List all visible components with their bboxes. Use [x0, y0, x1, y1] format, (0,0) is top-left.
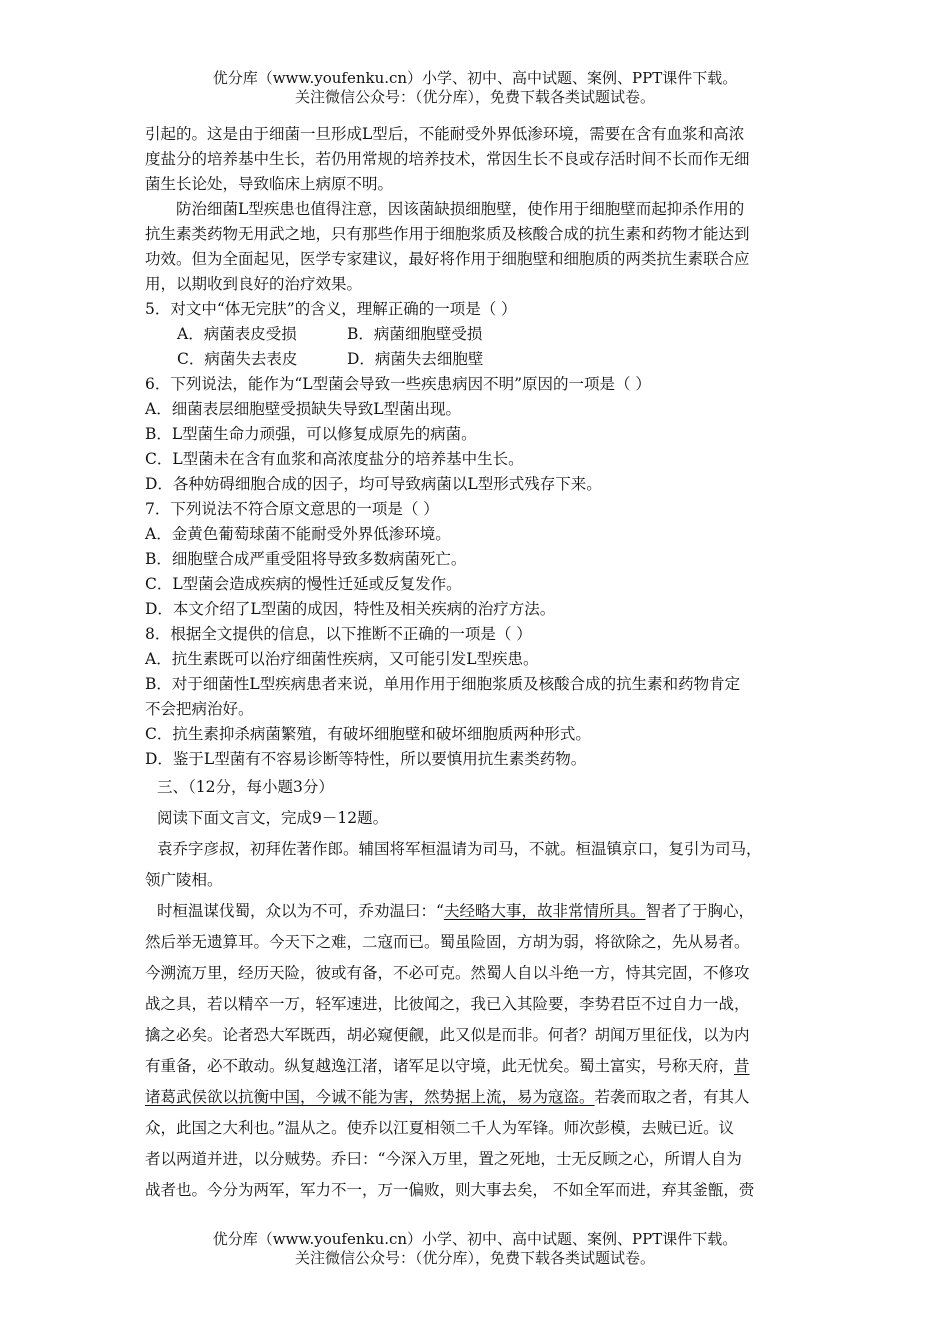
- footer-line-2: 关注微信公众号：（优分库），免费下载各类试题试卷。: [294, 1249, 655, 1267]
- classical-line: 者以两道并进，以分贼势。乔曰：“今深入万里，置之死地，士无反顾之心，所谓人自为: [145, 1150, 742, 1168]
- option-b: B．L型菌生命力顽强，可以修复成原先的病菌。: [145, 425, 477, 443]
- underlined-sentence: 夫经略大事，故非常情所具。: [443, 902, 646, 920]
- section-title: 三、（12分，每小题3分）: [157, 778, 334, 796]
- page-content: [145, 122, 810, 1206]
- underlined-sentence: 诸葛武侯欲以抗衡中国，今诚不能为害，然势据上流，易为寇盗。: [145, 1088, 595, 1106]
- classical-line: 战之具，若以精卒一万，轻军速进，比彼闻之，我已入其险要，李势君臣不过自力一战，: [145, 995, 750, 1013]
- classical-line: [145, 1051, 810, 1082]
- classical-line: 擒之必矣。论者恐大军既西，胡必窥便觎，此又似是而非。何者？胡闻万里征伐，以为内: [145, 1026, 750, 1044]
- underlined-sentence: 昔: [734, 1057, 750, 1075]
- question-5-options-row-2: [145, 347, 810, 372]
- option-a: A．抗生素既可以治疗细菌性疾病，又可能引发L型疾患。: [145, 650, 539, 668]
- option-d: D．鉴于L型菌有不容易诊断等特性，所以要慎用抗生素类药物。: [145, 750, 587, 768]
- option-c: C．病菌失去表皮: [177, 350, 298, 368]
- option-c: C．L型菌会造成疾病的慢性迁延或反复发作。: [145, 575, 462, 593]
- classical-line: 领广陵相。: [145, 871, 223, 889]
- classical-line: 袁乔字彦叔，初拜佐著作郎。辅国将军桓温请为司马，不就。桓温镇京口，复引为司马，: [157, 840, 762, 858]
- text-segment: 有重备，必不敢动。纵复越逸江渚，诸军足以守境，此无忧矣。蜀土富实，号称天府，: [145, 1057, 735, 1075]
- passage-line: 功效。但为全面起见，医学专家建议，最好将作用于细胞壁和细胞质的两类抗生素联合应: [145, 250, 750, 268]
- passage-line: 引起的。这是由于细菌一旦形成L型后，不能耐受外界低渗环境，需要在含有血浆和高浓: [145, 125, 745, 143]
- section-intro: 阅读下面文言文，完成9－12题。: [157, 809, 389, 827]
- question-5-options-row-1: [145, 322, 810, 347]
- question-6-stem: 6．下列说法，能作为“L型菌会导致一些疾患病因不明”原因的一项是（ ）: [145, 375, 651, 393]
- option-a: A．细菌表层细胞壁受损缺失导致L型菌出现。: [145, 400, 461, 418]
- question-8-stem: 8．根据全文提供的信息，以下推断不正确的一项是（ ）: [145, 625, 532, 643]
- page-header: [0, 69, 950, 107]
- question-5-stem: 5．对文中“体无完肤”的含义，理解正确的一项是（ ）: [145, 300, 517, 318]
- option-b: B．病菌细胞壁受损: [347, 325, 483, 343]
- page-footer: [0, 1230, 950, 1268]
- passage-line: 防治细菌L型疾患也值得注意，因该菌缺损细胞壁，使作用于细胞壁而起抑杀作用的: [176, 200, 745, 218]
- text-segment: 若袭而取之者，有其人: [594, 1088, 750, 1106]
- option-d: D．本文介绍了L型菌的成因，特性及相关疾病的治疗方法。: [145, 600, 556, 618]
- text-segment: 智者了于胸心，: [645, 902, 754, 920]
- footer-line-1: 优分库（www.youfenku.cn）小学、初中、高中试题、案例、PPT课件下载。: [212, 1230, 738, 1248]
- question-7-stem: 7．下列说法不符合原文意思的一项是（ ）: [145, 500, 439, 518]
- classical-line: 今溯流万里，经历天险，彼或有备，不必可克。然蜀人自以斗绝一方，恃其完固，不修攻: [145, 964, 750, 982]
- classical-line: [145, 1082, 810, 1113]
- option-a: A．病菌表皮受损: [177, 325, 297, 343]
- classical-line: 众，此国之大利也。”温从之。使乔以江夏相领二千人为军锋。师次彭模，去贼已近。议: [145, 1119, 735, 1137]
- option-d: D．各种妨碍细胞合成的因子，均可导致病菌以L型形式残存下来。: [145, 475, 602, 493]
- classical-line: [145, 896, 810, 927]
- option-c: C．L型菌未在含有血浆和高浓度盐分的培养基中生长。: [145, 450, 524, 468]
- header-line-1: 优分库（www.youfenku.cn）小学、初中、高中试题、案例、PPT课件下载。: [212, 69, 738, 87]
- passage-line: 抗生素类药物无用武之地，只有那些作用于细胞浆质及核酸合成的抗生素和药物才能达到: [145, 225, 750, 243]
- header-line-2: 关注微信公众号：（优分库），免费下载各类试题试卷。: [294, 88, 655, 106]
- passage-line: 菌生长论处，导致临床上病原不明。: [145, 175, 394, 193]
- passage-line: 度盐分的培养基中生长，若仍用常规的培养技术，常因生长不良或存活时间不长而作无细: [145, 150, 750, 168]
- classical-line: 然后举无遗算耳。今天下之难，二寇而已。蜀虽险固，方胡为弱，将欲除之，先从易者。: [145, 933, 750, 951]
- option-a: A．金黄色葡萄球菌不能耐受外界低渗环境。: [145, 525, 451, 543]
- option-d: D．病菌失去细胞壁: [347, 350, 484, 368]
- classical-line: 战者也。今分为两军，军力不一，万一偏败，则大事去矣， 不如全军而进，弃其釜甑，赍: [145, 1181, 755, 1199]
- text-segment: 时桓温谋伐蜀，众以为不可，乔劝温曰：“: [157, 902, 444, 920]
- option-b: B．对于细菌性L型疾病患者来说，单用作用于细胞浆质及核酸合成的抗生素和药物肯定: [145, 675, 741, 693]
- option-b: B．细胞壁合成严重受阻将导致多数病菌死亡。: [145, 550, 467, 568]
- option-b-continued: 不会把病治好。: [145, 700, 254, 718]
- passage-line: 用，以期收到良好的治疗效果。: [145, 275, 363, 293]
- option-c: C．抗生素抑杀病菌繁殖，有破坏细胞壁和破坏细胞质两种形式。: [145, 725, 591, 743]
